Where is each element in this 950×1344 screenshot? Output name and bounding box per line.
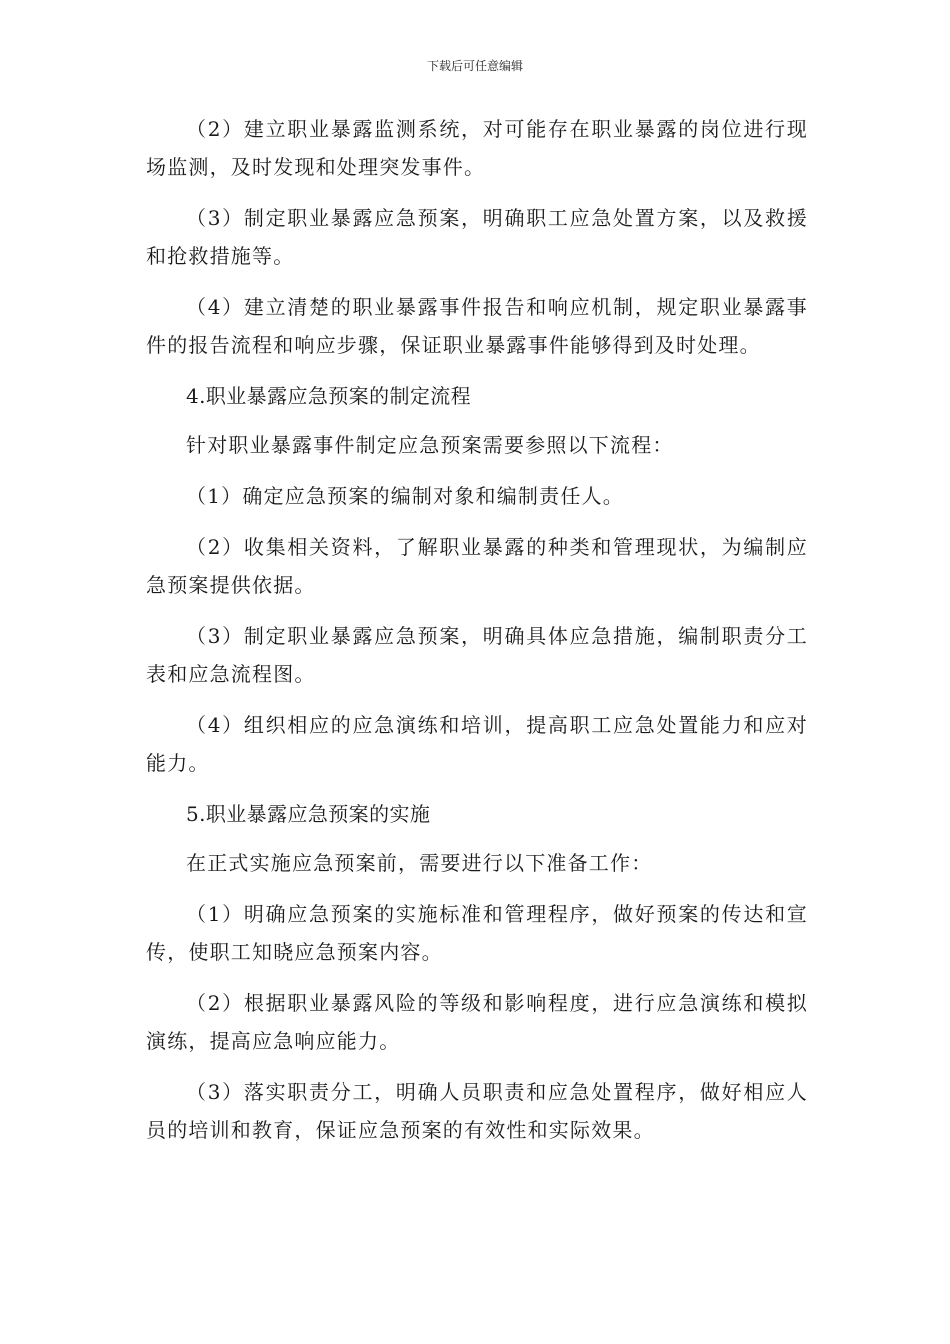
section-heading: 5.职业暴露应急预案的实施 <box>186 802 431 826</box>
paragraph: （3）制定职业暴露应急预案，明确职工应急处置方案，以及救援和抢救措施等。 <box>146 206 808 268</box>
paragraph: （1）明确应急预案的实施标准和管理程序，做好预案的传达和宣传，使职工知晓应急预案内容。 <box>146 902 808 964</box>
paragraph: （3）制定职业暴露应急预案，明确具体应急措施，编制职责分工表和应急流程图。 <box>146 624 808 686</box>
paragraph: （2）根据职业暴露风险的等级和影响程度，进行应急演练和模拟演练，提高应急响应能力。 <box>146 991 808 1053</box>
paragraph: （4）建立清楚的职业暴露事件报告和响应机制，规定职业暴露事件的报告流程和响应步骤，保证职业暴露事件能够得到及时处理。 <box>146 295 808 357</box>
paragraph: （2）收集相关资料，了解职业暴露的种类和管理现状，为编制应急预案提供依据。 <box>146 535 808 597</box>
paragraph: 针对职业暴露事件制定应急预案需要参照以下流程： <box>186 433 674 457</box>
paragraph: （1）确定应急预案的编制对象和编制责任人。 <box>186 484 624 508</box>
paragraph: 在正式实施应急预案前，需要进行以下准备工作： <box>186 851 653 875</box>
page-header-note: 下载后可任意编辑 <box>426 59 523 73</box>
paragraph: （2）建立职业暴露监测系统，对可能存在职业暴露的岗位进行现场监测，及时发现和处理突发事件。 <box>146 117 808 179</box>
section-heading: 4.职业暴露应急预案的制定流程 <box>186 384 472 408</box>
document-body <box>146 110 808 1162</box>
paragraph: （4）组织相应的应急演练和培训，提高职工应急处置能力和应对能力。 <box>146 713 808 775</box>
paragraph: （3）落实职责分工，明确人员职责和应急处置程序，做好相应人员的培训和教育，保证应急预案的有效性和实际效果。 <box>146 1080 808 1142</box>
